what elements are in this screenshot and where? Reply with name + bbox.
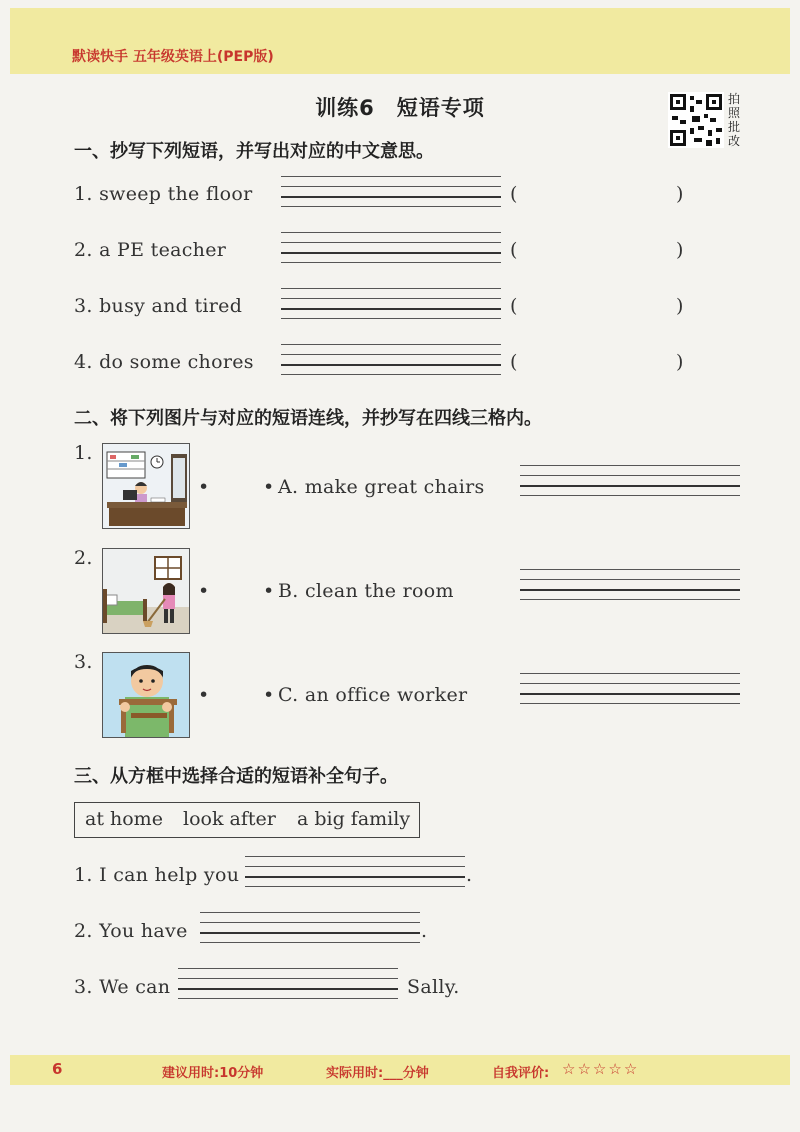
option-c	[278, 684, 467, 706]
s3-answer-lines-2[interactable]	[200, 912, 420, 942]
s1-meaning-blank-4[interactable]	[522, 348, 672, 376]
s1-item-4	[74, 351, 254, 373]
s1-item-text: do some chores	[99, 351, 254, 373]
s3-sentence-end: Sally.	[407, 976, 460, 998]
s3-answer-lines-3[interactable]	[178, 968, 398, 998]
star-icon[interactable]: ☆	[592, 1060, 607, 1078]
picture-dot[interactable]: •	[198, 684, 210, 706]
s1-item-1	[74, 183, 253, 205]
qr-code-icon[interactable]	[668, 92, 724, 148]
self-evaluation-stars	[562, 1059, 639, 1078]
s1-item-text: a PE teacher	[99, 239, 227, 261]
section2-heading: 二、将下列图片与对应的短语连线，并抄写在四线三格内。	[74, 408, 542, 429]
star-icon[interactable]: ☆	[577, 1060, 591, 1078]
option-text: make great chairs	[304, 476, 485, 498]
word-option: look after	[183, 808, 276, 830]
s1-writing-lines-2[interactable]	[281, 232, 501, 262]
paren-open: (	[510, 239, 518, 261]
s2-writing-lines-1[interactable]	[520, 465, 740, 495]
s3-sentence-3	[74, 976, 170, 998]
make-chair-picture	[102, 652, 190, 738]
s3-answer-lines-1[interactable]	[245, 856, 465, 886]
s3-sentence-text: I can help you	[99, 864, 240, 886]
s2-picture-number: 1.	[74, 442, 93, 464]
s2-writing-lines-3[interactable]	[520, 673, 740, 703]
option-dot[interactable]: •	[263, 580, 275, 602]
picture-dot[interactable]: •	[198, 580, 210, 602]
paren-open: (	[510, 183, 518, 205]
option-dot[interactable]: •	[263, 684, 275, 706]
paren-close: )	[676, 351, 684, 373]
s1-item-text: busy and tired	[99, 295, 243, 317]
word-option: at home	[85, 808, 163, 830]
s3-sentence-number: 1.	[74, 864, 93, 886]
suggested-time: 建议用时:10分钟	[162, 1066, 264, 1081]
s3-sentence-end: .	[421, 920, 428, 942]
paren-close: )	[676, 239, 684, 261]
section1-heading: 一、抄写下列短语，并写出对应的中文意思。	[74, 141, 434, 162]
option-b	[278, 580, 454, 602]
s1-item-2	[74, 239, 226, 261]
s1-item-text: sweep the floor	[99, 183, 253, 205]
option-text: clean the room	[304, 580, 454, 602]
page-number: 6	[52, 1060, 63, 1078]
s1-meaning-blank-3[interactable]	[522, 292, 672, 320]
s1-meaning-blank-2[interactable]	[522, 236, 672, 264]
s3-sentence-end: .	[466, 864, 473, 886]
option-letter: C.	[278, 684, 299, 706]
office-worker-picture	[102, 443, 190, 529]
s1-item-number: 1.	[74, 183, 93, 205]
s3-sentence-2	[74, 920, 188, 942]
paren-close: )	[676, 295, 684, 317]
s1-writing-lines-3[interactable]	[281, 288, 501, 318]
paren-open: (	[510, 295, 518, 317]
s3-sentence-text: You have	[99, 920, 188, 942]
page-title: 训练6 短语专项	[315, 96, 485, 120]
s1-writing-lines-1[interactable]	[281, 176, 501, 206]
s3-sentence-1	[74, 864, 239, 886]
option-a	[278, 476, 485, 498]
s3-sentence-number: 2.	[74, 920, 93, 942]
actual-time[interactable]: 实际用时:___分钟	[326, 1066, 429, 1081]
s1-writing-lines-4[interactable]	[281, 344, 501, 374]
star-icon[interactable]: ☆	[623, 1060, 638, 1078]
s1-meaning-blank-1[interactable]	[522, 180, 672, 208]
s3-sentence-number: 3.	[74, 976, 93, 998]
option-letter: A.	[278, 476, 299, 498]
paren-open: (	[510, 351, 518, 373]
qr-label: 拍照批改	[728, 92, 741, 148]
series-title: 默读快手 五年级英语上(PEP版)	[72, 49, 274, 65]
option-dot[interactable]: •	[263, 476, 275, 498]
s3-sentence-text: We can	[99, 976, 171, 998]
s2-picture-number: 2.	[74, 547, 93, 569]
s1-item-number: 4.	[74, 351, 93, 373]
picture-dot[interactable]: •	[198, 476, 210, 498]
paren-close: )	[676, 183, 684, 205]
s1-item-number: 2.	[74, 239, 93, 261]
s1-item-3	[74, 295, 242, 317]
section3-heading: 三、从方框中选择合适的短语补全句子。	[74, 766, 398, 787]
word-box	[74, 802, 420, 838]
s1-item-number: 3.	[74, 295, 93, 317]
option-letter: B.	[278, 580, 299, 602]
self-evaluation-label: 自我评价:	[492, 1066, 550, 1081]
s2-picture-number: 3.	[74, 651, 93, 673]
word-option: a big family	[297, 808, 411, 830]
option-text: an office worker	[304, 684, 468, 706]
star-icon[interactable]: ☆	[562, 1060, 576, 1078]
clean-room-picture	[102, 548, 190, 634]
s2-writing-lines-2[interactable]	[520, 569, 740, 599]
star-icon[interactable]: ☆	[608, 1060, 622, 1078]
